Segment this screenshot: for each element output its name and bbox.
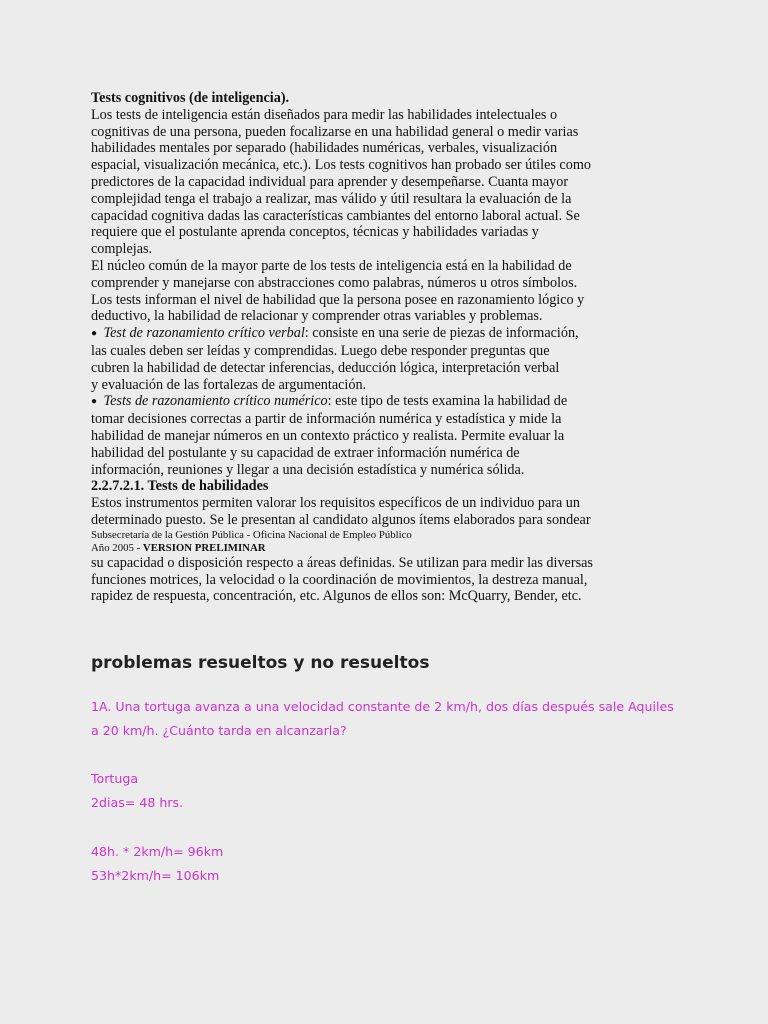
section-heading: 2.2.7.2.1. Tests de habilidades: [91, 478, 269, 495]
doc-line: espacial, visualización mecánica, etc.). Los tests cognitivos han probado ser útiles como: [91, 157, 591, 174]
doc-line: las cuales deben ser leídas y comprendidas. Luego debe responder preguntas que: [91, 342, 550, 359]
doc-line: y evaluación de las fortalezas de argumentación.: [91, 376, 367, 393]
doc-line: Los tests de inteligencia están diseñados para medir las habilidades intelectuales o: [91, 106, 558, 123]
doc-line: determinado puesto. Se le presentan al candidato algunos ítems elaborados para sondear: [91, 511, 591, 528]
problems-heading: problemas resueltos y no resueltos: [91, 653, 430, 673]
doc-line: complejas.: [91, 241, 153, 258]
doc-line: habilidad del postulante y su capacidad de extraer información numérica de: [91, 444, 520, 461]
doc-line: funciones motrices, la velocidad o la coordinación de movimientos, la destreza manual,: [91, 571, 588, 588]
footer-year: Año 2005 -: [91, 541, 143, 554]
doc-line: cubren la habilidad de detectar inferencias, deducción lógica, interpretación verbal: [91, 359, 560, 376]
doc-line: rapidez de respuesta, concentración, etc. Algunos de ellos son: McQuarry, Bender, etc.: [91, 588, 582, 605]
bullet-text: : este tipo de tests examina la habilidad de: [327, 393, 568, 410]
bullet-item-verbal: [91, 325, 711, 343]
footer-line: Subsecretaría de la Gestión Pública - Oficina Nacional de Empleo Público: [91, 528, 412, 541]
doc-line: tomar decisiones correctas a partir de información numérica y estadística y mide la: [91, 411, 562, 428]
document-excerpt: [91, 90, 711, 605]
doc-line: predictores de la capacidad individual para aprender y desempeñarse. Cuanta mayor: [91, 173, 569, 190]
problem-line: 48h. * 2km/h= 96km: [91, 844, 224, 859]
doc-line: cognitivas de una persona, pueden focalizarse en una habilidad general o medir varias: [91, 123, 579, 140]
doc-line: deductivo, la habilidad de relacionar y comprender otras variables y problemas.: [91, 308, 543, 325]
doc-line: capacidad cognitiva dadas las características cambiantes del entorno laboral actual. Se: [91, 207, 580, 224]
doc-line: El núcleo común de la mayor parte de los tests de inteligencia está en la habilidad de: [91, 257, 572, 274]
problem-line: a 20 km/h. ¿Cuánto tarda en alcanzarla?: [91, 723, 347, 738]
doc-title: Tests cognitivos (de inteligencia).: [91, 90, 290, 106]
problem-line: 53h*2km/h= 106km: [91, 868, 220, 883]
bullet-icon: ●: [91, 328, 98, 340]
doc-line: Los tests informan el nivel de habilidad que la persona posee en razonamiento lógico y: [91, 291, 585, 308]
doc-line: habilidades mentales por separado (habilidades numéricas, verbales, visualización: [91, 140, 558, 157]
doc-line: Estos instrumentos permiten valorar los requisitos específicos de un individuo para un: [91, 495, 580, 512]
footer-year-line: [91, 542, 711, 555]
doc-line: comprender y manejarse con abstracciones como palabras, números u otros símbolos.: [91, 274, 578, 291]
problem-line: 1A. Una tortuga avanza a una velocidad constante de 2 km/h, dos días después sale Aquiles: [91, 699, 674, 714]
bullet-text: : consiste en una serie de piezas de información,: [304, 325, 579, 342]
doc-line: requiere que el postulante aprenda conceptos, técnicas y habilidades variadas y: [91, 224, 539, 241]
problem-line: Tortuga: [91, 771, 139, 786]
doc-line: complejidad tenga el trabajo a realizar, mas válido y útil resultara la evaluación de la: [91, 190, 572, 207]
bullet-term: Tests de razonamiento crítico numérico: [103, 393, 328, 410]
doc-line: información, reuniones y llegar a una decisión estadística y numérica sólida.: [91, 461, 525, 478]
doc-line: su capacidad o disposición respecto a áreas definidas. Se utilizan para medir las diversas: [91, 554, 593, 571]
bullet-item-numeric: [91, 393, 711, 411]
problem-line: 2dias= 48 hrs.: [91, 795, 184, 810]
bullet-icon: ●: [91, 396, 98, 408]
bullet-term: Test de razonamiento crítico verbal: [103, 325, 305, 342]
footer-version: VERSION PRELIMINAR: [142, 541, 266, 554]
doc-line: habilidad de manejar números en un contexto práctico y realista. Permite evaluar la: [91, 427, 565, 444]
